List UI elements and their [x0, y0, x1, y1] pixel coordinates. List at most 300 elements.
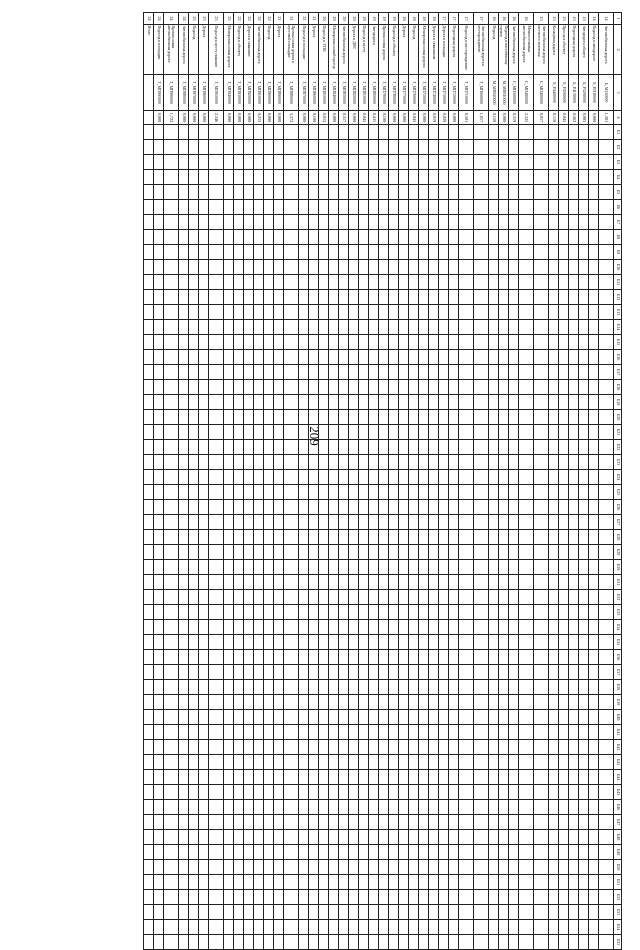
table-cell	[178, 740, 188, 755]
table-row	[208, 13, 223, 950]
table-cell	[358, 665, 368, 680]
table-cell	[579, 320, 589, 335]
table-cell: Т_МП920000	[243, 75, 253, 111]
table-cell	[358, 800, 368, 815]
table-cell	[198, 755, 208, 770]
table-cell	[378, 260, 388, 275]
table-cell	[198, 500, 208, 515]
table-cell	[253, 140, 263, 155]
column-header: Б7	[614, 215, 622, 230]
table-cell	[498, 680, 508, 695]
table-cell	[448, 665, 458, 680]
table-cell	[458, 545, 473, 560]
table-cell	[448, 260, 458, 275]
table-cell	[178, 290, 188, 305]
table-cell	[418, 935, 428, 950]
table-cell	[243, 845, 253, 860]
table-cell	[253, 875, 263, 890]
table-cell	[438, 125, 448, 140]
table-cell	[599, 455, 614, 470]
table-cell	[428, 140, 438, 155]
table-cell	[198, 365, 208, 380]
table-cell	[283, 755, 298, 770]
table-cell	[408, 650, 418, 665]
table-cell	[153, 410, 163, 425]
table-cell: Т_МП970000	[188, 75, 198, 111]
table-cell	[188, 290, 198, 305]
table-cell	[408, 410, 418, 425]
table-cell	[358, 290, 368, 305]
table-cell	[569, 785, 579, 800]
table-cell	[589, 560, 599, 575]
table-cell	[398, 575, 408, 590]
table-cell	[208, 215, 223, 230]
table-cell	[569, 125, 579, 140]
column-header: Б54	[614, 920, 622, 935]
table-cell: 17	[438, 13, 448, 25]
table-row	[498, 13, 508, 950]
table-cell	[408, 740, 418, 755]
table-cell	[233, 935, 243, 950]
table-cell	[208, 380, 223, 395]
table-cell	[308, 725, 318, 740]
table-cell	[519, 230, 534, 245]
table-cell	[509, 770, 519, 785]
table-cell	[388, 920, 398, 935]
table-cell	[368, 485, 378, 500]
table-cell	[188, 860, 198, 875]
table-cell	[368, 290, 378, 305]
table-cell	[153, 125, 163, 140]
table-cell	[534, 485, 549, 500]
table-cell	[408, 485, 418, 500]
table-cell	[448, 710, 458, 725]
table-cell	[298, 650, 308, 665]
table-cell	[498, 590, 508, 605]
table-cell	[233, 905, 243, 920]
table-cell	[519, 335, 534, 350]
table-cell	[448, 605, 458, 620]
table-cell	[549, 800, 559, 815]
table-cell	[163, 140, 178, 155]
table-cell	[509, 125, 519, 140]
column-header: Б27	[614, 515, 622, 530]
table-cell: 21	[308, 13, 318, 25]
table-cell	[509, 860, 519, 875]
table-cell: 0,000	[418, 111, 428, 125]
table-cell	[283, 140, 298, 155]
table-cell	[253, 350, 263, 365]
table-cell	[519, 380, 534, 395]
table-cell	[378, 725, 388, 740]
table-cell	[198, 170, 208, 185]
table-cell	[163, 425, 178, 440]
table-cell	[178, 230, 188, 245]
table-cell	[569, 680, 579, 695]
table-cell: 16	[488, 13, 498, 25]
table-row	[488, 13, 498, 950]
table-cell	[368, 740, 378, 755]
table-cell	[358, 830, 368, 845]
table-cell	[418, 920, 428, 935]
table-cell	[223, 410, 233, 425]
table-cell	[418, 335, 428, 350]
table-cell	[188, 335, 198, 350]
table-cell	[153, 770, 163, 785]
table-cell	[428, 695, 438, 710]
table-cell	[243, 500, 253, 515]
table-cell	[308, 920, 318, 935]
table-cell	[153, 500, 163, 515]
table-cell	[348, 575, 358, 590]
table-cell	[298, 245, 308, 260]
table-cell	[599, 935, 614, 950]
table-cell	[534, 635, 549, 650]
table-cell	[188, 725, 198, 740]
table-cell	[348, 875, 358, 890]
table-cell	[519, 515, 534, 530]
table-cell	[338, 170, 348, 185]
table-cell	[438, 830, 448, 845]
table-cell	[263, 245, 273, 260]
table-cell	[163, 395, 178, 410]
table-cell	[178, 365, 188, 380]
table-cell	[188, 560, 198, 575]
table-cell	[448, 770, 458, 785]
table-cell	[153, 890, 163, 905]
table-cell	[534, 920, 549, 935]
table-cell	[263, 635, 273, 650]
table-cell	[488, 515, 498, 530]
table-cell	[569, 665, 579, 680]
table-cell	[458, 125, 473, 140]
table-cell	[549, 740, 559, 755]
table-cell	[559, 170, 569, 185]
table-cell	[519, 365, 534, 380]
table-cell	[253, 440, 263, 455]
table-row	[519, 13, 534, 950]
table-cell	[448, 800, 458, 815]
table-cell	[233, 320, 243, 335]
table-cell	[559, 740, 569, 755]
table-cell	[509, 320, 519, 335]
table-cell	[328, 230, 338, 245]
table-cell	[448, 365, 458, 380]
table-cell	[328, 410, 338, 425]
table-cell	[599, 335, 614, 350]
table-cell	[233, 740, 243, 755]
table-cell	[223, 755, 233, 770]
table-cell: 0,045	[358, 111, 368, 125]
table-cell	[448, 245, 458, 260]
table-cell	[223, 680, 233, 695]
table-cell	[233, 305, 243, 320]
table-cell	[368, 860, 378, 875]
table-cell	[368, 260, 378, 275]
table-cell	[569, 935, 579, 950]
table-cell	[298, 425, 308, 440]
table-cell	[208, 590, 223, 605]
table-cell	[233, 650, 243, 665]
table-cell	[283, 665, 298, 680]
table-cell	[283, 185, 298, 200]
column-header: Б4	[614, 170, 622, 185]
table-cell: Межпромысловая дорога	[418, 25, 428, 75]
table-cell	[233, 170, 243, 185]
table-cell	[208, 620, 223, 635]
table-cell	[498, 620, 508, 635]
table-cell	[458, 245, 473, 260]
table-cell	[338, 155, 348, 170]
table-cell	[559, 560, 569, 575]
table-cell	[178, 140, 188, 155]
table-cell	[328, 440, 338, 455]
table-cell	[223, 890, 233, 905]
table-cell	[398, 440, 408, 455]
table-cell	[599, 155, 614, 170]
table-cell	[163, 665, 178, 680]
table-cell: 15	[549, 13, 559, 25]
table-cell: 20	[318, 13, 328, 25]
table-cell	[358, 710, 368, 725]
table-cell	[318, 380, 328, 395]
table-cell: Т_МП800000	[368, 75, 378, 111]
table-cell	[488, 815, 498, 830]
table-cell	[569, 755, 579, 770]
table-cell	[253, 560, 263, 575]
table-cell	[188, 590, 198, 605]
table-cell: Подъезд к объекту	[233, 25, 243, 75]
table-cell	[198, 560, 208, 575]
table-cell	[298, 545, 308, 560]
table-cell	[178, 860, 188, 875]
table-cell	[253, 605, 263, 620]
table-cell: Подъездная дорога	[569, 25, 579, 75]
table-cell	[143, 140, 153, 155]
table-cell	[348, 260, 358, 275]
table-cell	[428, 740, 438, 755]
table-cell	[153, 785, 163, 800]
table-cell	[519, 530, 534, 545]
table-cell	[163, 230, 178, 245]
table-cell	[233, 125, 243, 140]
table-cell	[368, 665, 378, 680]
table-cell	[388, 575, 398, 590]
table-cell	[408, 365, 418, 380]
column-header: Б32	[614, 590, 622, 605]
column-header: 4	[614, 111, 622, 125]
column-header: Б10	[614, 260, 622, 275]
table-cell	[589, 845, 599, 860]
table-cell	[208, 260, 223, 275]
table-cell	[273, 830, 283, 845]
table-cell: Т_МП810000	[358, 75, 368, 111]
table-cell	[348, 800, 358, 815]
table-cell	[378, 350, 388, 365]
table-cell	[178, 200, 188, 215]
table-cell	[579, 860, 589, 875]
table-cell	[428, 650, 438, 665]
table-cell	[198, 725, 208, 740]
table-cell	[308, 890, 318, 905]
table-cell	[283, 590, 298, 605]
table-cell	[559, 455, 569, 470]
table-cell	[398, 410, 408, 425]
table-cell: 16	[498, 13, 508, 25]
table-cell	[458, 170, 473, 185]
table-cell	[298, 665, 308, 680]
table-cell	[273, 410, 283, 425]
table-cell	[328, 800, 338, 815]
table-cell	[223, 785, 233, 800]
column-header: Б9	[614, 245, 622, 260]
table-cell	[233, 155, 243, 170]
table-cell: 1,381	[599, 111, 614, 125]
table-cell	[273, 875, 283, 890]
table-cell	[358, 350, 368, 365]
table-cell	[438, 305, 448, 320]
table-cell	[519, 635, 534, 650]
table-cell	[498, 455, 508, 470]
table-cell	[378, 170, 388, 185]
table-cell	[458, 575, 473, 590]
table-cell	[569, 605, 579, 620]
table-cell	[398, 890, 408, 905]
table-cell	[348, 290, 358, 305]
table-cell	[569, 200, 579, 215]
table-cell	[263, 320, 273, 335]
table-cell	[273, 155, 283, 170]
table-cell: Б_Р3290000	[579, 75, 589, 111]
table-cell	[599, 290, 614, 305]
table-cell	[458, 275, 473, 290]
table-cell	[589, 515, 599, 530]
table-cell	[534, 560, 549, 575]
table-cell	[273, 140, 283, 155]
table-cell: Т_МП790000	[378, 75, 388, 111]
table-cell	[223, 275, 233, 290]
table-cell	[318, 185, 328, 200]
table-cell	[509, 635, 519, 650]
table-cell	[298, 185, 308, 200]
table-cell	[243, 725, 253, 740]
table-cell	[418, 500, 428, 515]
table-cell	[458, 305, 473, 320]
table-cell	[549, 515, 559, 530]
table-cell	[298, 740, 308, 755]
table-cell	[188, 500, 198, 515]
table-cell	[348, 305, 358, 320]
table-cell	[283, 530, 298, 545]
table-cell	[378, 500, 388, 515]
table-cell	[599, 815, 614, 830]
table-cell: 22	[233, 13, 243, 25]
table-cell	[163, 755, 178, 770]
table-cell	[338, 635, 348, 650]
table-cell	[243, 230, 253, 245]
table-cell	[428, 155, 438, 170]
table-cell	[418, 620, 428, 635]
table-cell	[458, 875, 473, 890]
table-cell	[428, 380, 438, 395]
table-cell: Б_М150000	[599, 75, 614, 111]
table-cell	[549, 305, 559, 320]
table-cell	[438, 575, 448, 590]
table-cell	[368, 215, 378, 230]
table-cell	[253, 620, 263, 635]
table-cell	[388, 635, 398, 650]
table-cell	[153, 335, 163, 350]
table-cell	[589, 785, 599, 800]
table-cell	[163, 620, 178, 635]
table-cell: 0,000	[348, 111, 358, 125]
table-cell	[223, 125, 233, 140]
table-cell	[378, 815, 388, 830]
table-cell	[579, 170, 589, 185]
table-cell	[208, 395, 223, 410]
column-header: Б11	[614, 275, 622, 290]
table-cell	[448, 275, 458, 290]
table-cell	[318, 845, 328, 860]
table-cell	[589, 260, 599, 275]
table-cell	[358, 650, 368, 665]
table-cell	[198, 545, 208, 560]
table-cell	[448, 230, 458, 245]
table-cell	[498, 155, 508, 170]
table-cell	[143, 935, 153, 950]
table-cell	[559, 155, 569, 170]
table-cell	[549, 155, 559, 170]
table-cell	[358, 275, 368, 290]
table-row	[263, 13, 273, 950]
table-cell	[233, 845, 243, 860]
column-header: Б51	[614, 875, 622, 890]
table-cell	[273, 230, 283, 245]
table-cell	[178, 260, 188, 275]
table-cell	[418, 590, 428, 605]
table-cell	[418, 365, 428, 380]
table-cell	[549, 905, 559, 920]
table-cell	[178, 425, 188, 440]
table-cell	[208, 230, 223, 245]
table-cell	[358, 485, 368, 500]
table-cell	[418, 740, 428, 755]
table-cell	[438, 590, 448, 605]
table-cell	[348, 380, 358, 395]
table-cell	[298, 770, 308, 785]
table-cell: 17	[458, 13, 473, 25]
table-cell	[223, 395, 233, 410]
table-cell	[519, 800, 534, 815]
table-cell	[448, 215, 458, 230]
table-cell	[243, 680, 253, 695]
table-cell: 0,000	[448, 111, 458, 125]
table-cell: Т_МП890000	[273, 75, 283, 111]
table-cell	[498, 410, 508, 425]
table-cell	[188, 920, 198, 935]
table-cell	[473, 830, 488, 845]
table-cell	[579, 710, 589, 725]
table-cell	[418, 695, 428, 710]
table-cell: 18	[418, 13, 428, 25]
table-cell	[368, 275, 378, 290]
table-cell	[519, 620, 534, 635]
table-cell	[418, 170, 428, 185]
table-cell	[308, 845, 318, 860]
table-cell	[243, 485, 253, 500]
table-cell	[473, 605, 488, 620]
table-cell	[283, 410, 298, 425]
